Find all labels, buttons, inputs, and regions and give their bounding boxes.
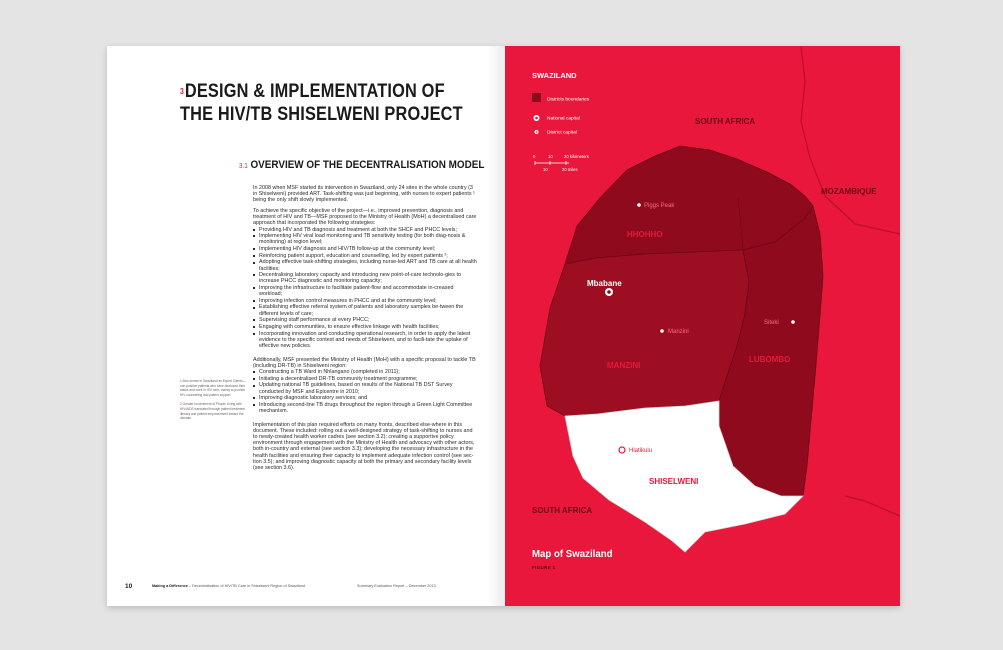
- body-text: [253, 185, 477, 476]
- scale-label-km-20: 20 kilometers: [564, 154, 589, 159]
- footnote: [180, 379, 250, 397]
- footnote-text: Greater Involvement of People Living with HIV/AIDS translated through patient treatment literacy and patient empowerment toward the disease.: [180, 402, 246, 421]
- list-item: Updating national TB guidelines, based on results of the National TB DST Survey conducted by MSF and Epicentre in 2010;: [253, 382, 477, 394]
- label-shiselweni: SHISELWENI: [649, 477, 699, 486]
- footnote-number: 1: [180, 379, 182, 383]
- list-item: Adopting effective task-shifting strategies, including nurse-led ART and TB care at all health facilities;: [253, 259, 477, 271]
- chapter-title: [180, 80, 463, 126]
- list-item: Decentralising laboratory capacity and introducing new point-of-care technolo-gies to increase PHCC diagnostic and monitoring capacity;: [253, 272, 477, 284]
- label-south-africa-south: SOUTH AFRICA: [532, 506, 593, 515]
- label-south-africa-north: SOUTH AFRICA: [695, 117, 756, 126]
- document-spread: [107, 46, 900, 606]
- label-hhohho: HHOHHO: [627, 230, 663, 239]
- page-gutter-shadow: [487, 46, 505, 606]
- chapter-title-line1: DESIGN & IMPLEMENTATION OF: [184, 81, 445, 102]
- label-siteki: Siteki: [764, 320, 779, 326]
- list-item: Improving diagnostic laboratory services; and: [253, 395, 477, 401]
- page-number: 10: [125, 583, 133, 590]
- strategies-intro: To achieve the specific objective of the project—i.e., improved prevention, diagnosis and treatment of HIV and TB—MSF proposed to the Ministry of Health (MoH) a decentralised care approach that incorporated the following strategies:: [253, 208, 477, 227]
- list-item: Introducing second-line TB drugs throughout the region through a Green Light Committee mechanism.: [253, 402, 477, 414]
- list-item: Constructing a TB Ward in Nhlangano (completed in 2011);: [253, 369, 477, 375]
- label-piggs-peak: Piggs Peak: [644, 203, 675, 209]
- legend-label-districts: Districts boundaries: [547, 97, 590, 103]
- label-mbabane: Mbabane: [587, 279, 622, 288]
- map-title: SWAZILAND: [532, 71, 577, 80]
- list-item: Incorporating innovation and conducting operational research, in order to apply the latest evidence to the specific context and needs of Shiselweni, and to facili-tate the uptake of effective new policies.: [253, 331, 477, 349]
- running-head-right: Summary Evaluation Report – December 2013: [357, 584, 436, 588]
- right-page-map: [505, 46, 900, 606]
- list-item: Improving infection control measures in PHCC and at the community level;: [253, 298, 477, 304]
- list-item: Establishing effective referral system of patients and laboratory samples be-tween the different levels of care;: [253, 304, 477, 316]
- label-hlatikulu: Hlatikulu: [629, 448, 653, 454]
- left-page: [107, 46, 505, 606]
- scale-label-mi-10: 10: [543, 167, 548, 172]
- figure-label: FIGURE 1: [532, 565, 556, 570]
- list-item: Improving the infrastructure to facilitate patient-flow and accommodate in-creased workload;: [253, 285, 477, 297]
- list-item: Implementing HIV diagnosis and HIV/TB follow-up at the community level;: [253, 246, 477, 252]
- list-item: Supervising staff performance at every PHCC;: [253, 317, 477, 323]
- section-heading: [239, 159, 484, 171]
- chapter-title-line2: THE HIV/TB SHISELWENI PROJECT: [180, 104, 463, 125]
- footnote: [180, 402, 250, 420]
- tb-proposal-intro: Additionally, MSF presented the Ministry of Health (MoH) with a specific proposal to tackle TB (including DR-TB) in Shiselweni region:: [253, 356, 476, 369]
- tb-list: [253, 369, 477, 414]
- section-title: OVERVIEW OF THE DECENTRALISATION MODEL: [250, 159, 485, 171]
- intro-paragraph: In 2008 when MSF started its intervention in Swaziland, only 24 sites in the whole country (3 in Shiselweni) provided ART. Task-shifting was just beginning, with nurses to expert patients ¹ being the only shift slowly implemented.: [253, 185, 475, 204]
- scale-label-km-10: 10: [548, 154, 553, 159]
- label-manzini-city: Manzini: [668, 329, 689, 335]
- list-item: Engaging with communities, to ensure effective linkage with health facilities;: [253, 324, 477, 330]
- map-labels: [505, 46, 900, 606]
- label-lubombo: LUBOMBO: [749, 355, 791, 364]
- footnote-text: Also known in Swaziland as Expert Clients—non-positive patients who have disclosed their status and work in HIV care, mainly to provide HIV counselling and patient support.: [180, 379, 246, 397]
- legend-label-national-capital: National capital: [547, 116, 580, 122]
- list-item: Reinforcing patient support, education and counselling, led by expert patients ²;: [253, 253, 477, 259]
- running-head: [152, 584, 305, 588]
- label-mozambique: MOZAMBIQUE: [821, 187, 877, 196]
- implementation-paragraph: Implementation of this plan required efforts on many fronts, described else-where in this document. These included: rolling out a well-designed strategy of task-shifting to nurses and to newly-created health worker cadres (see section 3.2); creating a supportive policy environment through engagement with the Ministry of Health and advocacy with other actors, both in-country and external (see section 3.3); developing the necessary infrastructure in the health facilities and ensuring their capacity to implement adequate infection control (see sec-tion 3.5); and improving diagnostic capacity at both the primary and secondary facility levels (see section 3.6).: [253, 422, 475, 471]
- legend-label-district-capital: District capital: [547, 130, 577, 136]
- chapter-number: 3: [180, 87, 185, 96]
- list-item: Initiating a decentralised DR-TB community treatment programme;: [253, 376, 477, 382]
- strategies-list: [253, 227, 477, 349]
- figure-caption: Map of Swaziland: [532, 548, 613, 560]
- running-head-title: Making a Difference: [152, 584, 188, 588]
- scale-label-mi-20: 20 miles: [562, 167, 578, 172]
- footnotes: [180, 379, 250, 426]
- section-number: 3.1: [239, 163, 248, 170]
- list-item: Implementing HIV viral load monitoring and TB sensitivity testing (for both diag-nosis & monitoring) at region level;: [253, 233, 477, 245]
- running-head-subtitle: – Decentralisation of HIV/TB Care in Shiselweni Region of Swaziland: [187, 584, 306, 588]
- list-item: Providing HIV and TB diagnosis and treatment at both the SHCF and PHCC levels;: [253, 227, 477, 233]
- label-manzini-district: MANZINI: [607, 361, 641, 370]
- footnote-number: 2: [180, 402, 182, 407]
- scale-label-km-0: 0: [533, 154, 536, 159]
